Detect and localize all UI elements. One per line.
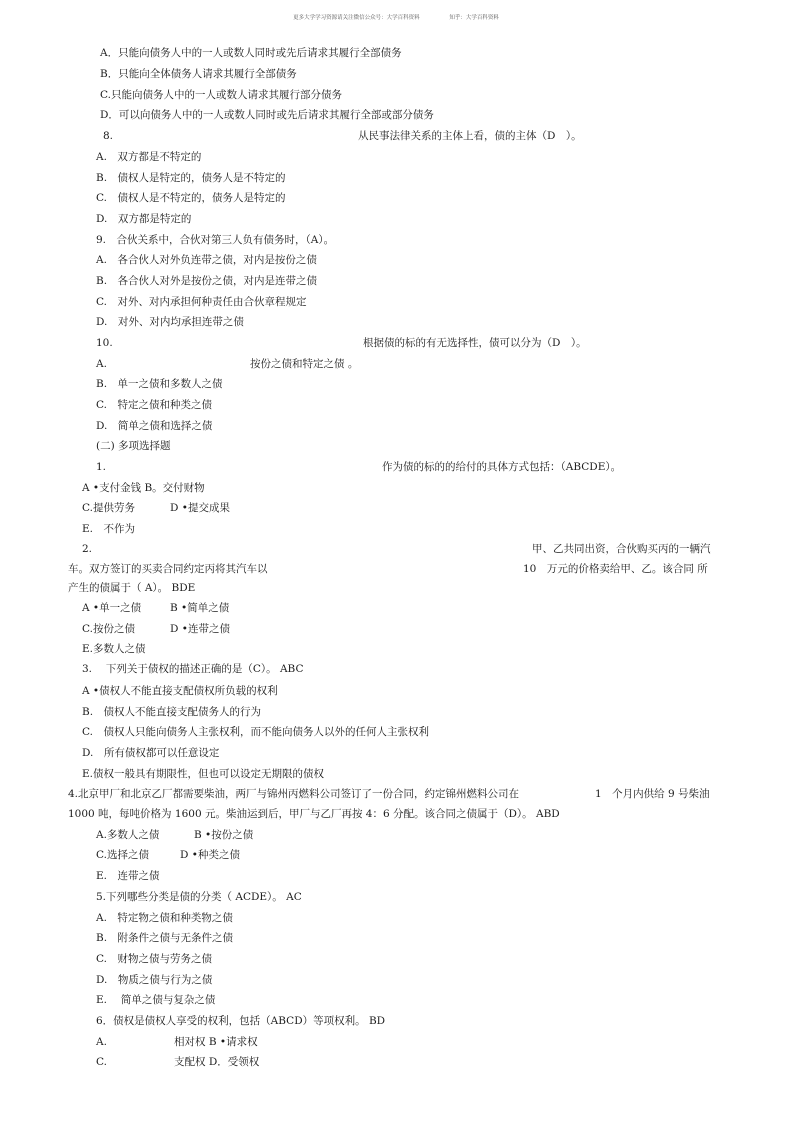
text-line: 从民事法律关系的主体上看，债的主体（D ）。 [358, 130, 582, 142]
text-line: 5.下列哪些分类是债的分类（ ACDE）。 AC [96, 891, 302, 903]
text-line: D. 对外、对内均承担连带之债 [96, 316, 244, 328]
text-line: C.只能向债务人中的一人或数人请求其履行部分债务 [100, 89, 342, 101]
text-line: 根据债的标的有无选择性，债可以分为（D ）。 [363, 337, 587, 349]
text-line: C.提供劳务 [82, 502, 135, 514]
text-line: 作为债的标的的给付的具体方式包括：（ABCDE）。 [382, 461, 622, 473]
text-line: B. 各合伙人对外是按份之债，对内是连带之债 [96, 275, 318, 287]
text-line: A •单一之债 [82, 602, 142, 614]
text-line: A. 特定物之债和种类物之债 [96, 912, 233, 924]
text-line: C.按份之债 [82, 623, 135, 635]
text-line: A. [96, 1036, 107, 1048]
text-line: 2. [82, 543, 93, 555]
text-line: A. 双方都是不特定的 [96, 151, 202, 163]
text-line: 1000 吨，每吨价格为 1600 元。柴油运到后，甲厂与乙厂再按 4：6 分配。该合同之债属于（D）。 ABD [68, 808, 560, 820]
text-line: C. 对外、对内承担何种责任由合伙章程规定 [96, 296, 307, 308]
text-line: D. 所有债权都可以任意设定 [82, 747, 220, 759]
text-line: B. 附条件之债与无条件之债 [96, 932, 234, 944]
text-line: B. 单一之债和多数人之债 [96, 378, 223, 390]
text-line: E.债权一般具有期限性，但也可以设定无期限的债权 [82, 768, 325, 780]
text-line: A．只能向债务人中的一人或数人同时或先后请求其履行全部债务 [100, 47, 402, 59]
text-line: 1 个月内供给 9 号柴油 [595, 788, 710, 800]
text-line: A. [96, 358, 107, 370]
text-line: B．只能向全体债务人请求其履行全部债务 [100, 68, 297, 80]
text-line: 4.北京甲厂和北京乙厂都需要柴油，两厂与锦州丙燃料公司签订了一份合同，约定锦州燃料公司在 [68, 788, 520, 800]
text-line: A •支付金钱 B。交付财物 [82, 482, 205, 494]
text-line: 支配权 D．受领权 [174, 1056, 260, 1068]
text-line: (二) 多项选择题 [96, 440, 171, 452]
text-line: 甲、乙共同出资，合伙购买丙的一辆汽 [532, 543, 711, 555]
text-line: D. 物质之债与行为之债 [96, 974, 213, 986]
text-line: 相对权 B •请求权 [174, 1036, 258, 1048]
text-line: 按份之债和特定之债 。 [250, 358, 359, 370]
text-line: 产生的债属于（ A）。 BDE [68, 582, 196, 594]
text-line: D. 双方都是特定的 [96, 213, 192, 225]
text-line: C. [96, 1056, 107, 1068]
text-line: C. 债权人只能向债务人主张权利，而不能向债务人以外的任何人主张权利 [82, 726, 429, 738]
text-line: E. 连带之债 [96, 870, 160, 882]
text-line: C.选择之债 [96, 849, 149, 861]
text-line: 10. [96, 337, 113, 349]
text-line: C. 特定之债和种类之债 [96, 399, 212, 411]
text-line: A.多数人之债 [96, 829, 160, 841]
text-line: E.多数人之债 [82, 643, 146, 655]
text-line: E. 简单之债与复杂之债 [96, 994, 216, 1006]
text-line: 9. 合伙关系中，合伙对第三人负有债务时，（A）。 [96, 234, 335, 246]
text-line: D •连带之债 [170, 623, 230, 635]
header-right-text: 知乎：大学百科资料 [449, 15, 499, 21]
text-line: 3. 下列关于债权的描述正确的是（C）。 ABC [82, 663, 304, 675]
text-line: 10 万元的价格卖给甲、乙。该合同 所 [523, 563, 708, 575]
text-line: D．可以向债务人中的一人或数人同时或先后请求其履行全部或部分债务 [100, 109, 434, 121]
text-line: B. 债权人不能直接支配债务人的行为 [82, 706, 262, 718]
text-line: E. 不作为 [82, 523, 136, 535]
text-line: A •债权人不能直接支配债权所负载的权利 [82, 685, 278, 697]
text-line: C. 财物之债与劳务之债 [96, 953, 212, 965]
header-left-text: 更多大学学习资源请关注微信公众号：大学百科资料 [293, 15, 420, 21]
text-line: 6．债权是债权人享受的权利，包括（ABCD）等项权利。 BD [96, 1015, 386, 1027]
text-line: 车。双方签订的买卖合同约定丙将其汽车以 [68, 563, 268, 575]
text-line: D •种类之债 [180, 849, 240, 861]
text-line: B •按份之债 [194, 829, 254, 841]
text-line: C. 债权人是不特定的，债务人是特定的 [96, 192, 286, 204]
text-line: A. 各合伙人对外负连带之债，对内是按份之债 [96, 254, 317, 266]
page-header [0, 13, 792, 21]
text-line: B. 债权人是特定的，债务人是不特定的 [96, 172, 286, 184]
text-line: D •提交成果 [170, 502, 230, 514]
text-line: 1. [96, 461, 107, 473]
text-line: D. 简单之债和选择之债 [96, 420, 213, 432]
text-line: 8. [103, 130, 114, 142]
text-line: B •简单之债 [170, 602, 230, 614]
